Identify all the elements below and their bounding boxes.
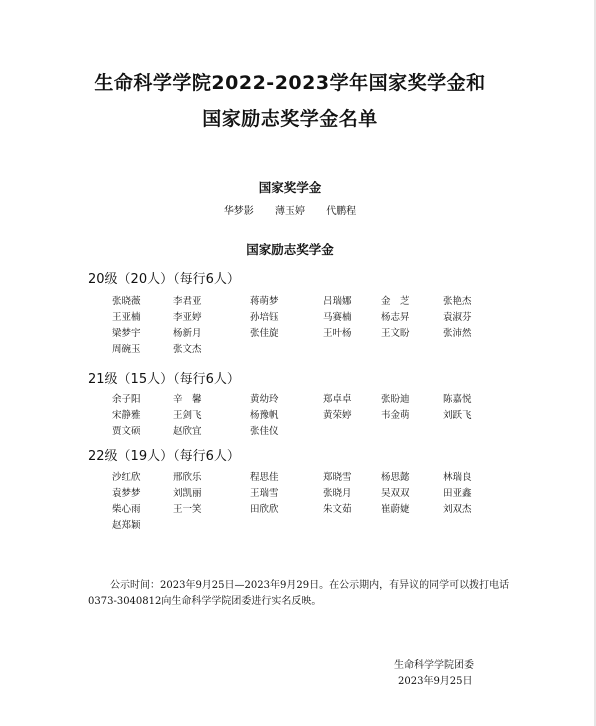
student-name: 张佳仪	[250, 426, 279, 437]
student-name: 邢欣乐	[173, 472, 202, 483]
student-name: 王瑞雪	[250, 488, 279, 499]
student-name: 马赛楠	[323, 312, 352, 323]
student-name: 王文盼	[381, 328, 410, 339]
student-name: 王亚楠	[112, 312, 141, 323]
student-name: 郑卓卓	[323, 394, 352, 405]
national-scholarship-names	[0, 202, 580, 217]
student-name: 张文杰	[173, 344, 202, 355]
student-name: 李君亚	[173, 296, 202, 307]
grade-20-heading: 20级（20人）（每行6人）	[88, 272, 240, 287]
student-name: 张晓薇	[112, 296, 141, 307]
grade-22-heading: 22级（19人）（每行6人）	[88, 449, 240, 464]
student-name: 朱文茹	[323, 504, 352, 515]
student-name: 张盼迪	[381, 394, 410, 405]
student-name: 沙红欣	[112, 472, 141, 483]
student-name: 韦金萌	[381, 410, 410, 421]
student-name: 陈嘉悦	[443, 394, 472, 405]
student-name: 杨豫帆	[250, 410, 279, 421]
student-name: 孙培钰	[250, 312, 279, 323]
student-name: 张艳杰	[443, 296, 472, 307]
student-name: 刘跃飞	[443, 410, 472, 421]
student-name: 吕瑞娜	[323, 296, 352, 307]
student-name: 周碗玉	[112, 344, 141, 355]
student-name: 张沛然	[443, 328, 472, 339]
student-name: 杨新月	[173, 328, 202, 339]
student-name: 李亚婷	[173, 312, 202, 323]
national-name: 薄玉婷	[275, 206, 305, 217]
student-name: 赵欣宜	[173, 426, 202, 437]
student-name: 赵郑颖	[112, 520, 141, 531]
grade-22-name-grid	[112, 470, 503, 534]
student-name: 柴心雨	[112, 504, 141, 515]
student-name: 程思佳	[250, 472, 279, 483]
grade-20-name-grid	[112, 294, 503, 358]
student-name: 杨思懿	[381, 472, 410, 483]
student-name: 吴双双	[381, 488, 410, 499]
student-name: 金 芝	[381, 296, 410, 307]
student-name: 袁淑芬	[443, 312, 472, 323]
signature-organization: 生命科学学院团委	[394, 660, 474, 671]
national-scholarship-heading: 国家奖学金	[258, 180, 322, 195]
student-name: 田亚鑫	[443, 488, 472, 499]
student-name: 蒋萌梦	[250, 296, 279, 307]
student-name: 黄幼玲	[250, 394, 279, 405]
document-title-line-1: 生命科学学院2022-2023学年国家奖学金和	[94, 72, 486, 94]
grade-21-name-grid	[112, 392, 503, 440]
student-name: 黄荣婷	[323, 410, 352, 421]
student-name: 林瑞良	[443, 472, 472, 483]
student-name: 刘双杰	[443, 504, 472, 515]
student-name: 张佳旋	[250, 328, 279, 339]
signature-date: 2023年9月25日	[398, 676, 473, 687]
student-name: 郑晓雪	[323, 472, 352, 483]
student-name: 王叶杨	[323, 328, 352, 339]
student-name: 杨志昇	[381, 312, 410, 323]
student-name: 梁梦宇	[112, 328, 141, 339]
national-name: 华梦影	[223, 206, 254, 217]
student-name: 崔蔚婕	[381, 504, 410, 515]
student-name: 袁梦梦	[112, 488, 141, 499]
student-name: 辛 馨	[173, 394, 202, 405]
grade-21-heading: 21级（15人）（每行6人）	[88, 372, 240, 387]
inspirational-scholarship-heading: 国家励志奖学金	[246, 242, 334, 257]
student-name: 余子阳	[112, 394, 141, 405]
document-title-line-2: 国家励志奖学金名单	[202, 108, 378, 130]
student-name: 田欣欣	[250, 504, 279, 515]
public-notice: 公示时间：2023年9月25日—2023年9月29日。在公示期内，有异议的同学可以拨打电话0373-3040812向生命科学学院团委进行实名反映。	[88, 580, 510, 607]
student-name: 王一笑	[173, 504, 202, 515]
student-name: 宋静雅	[112, 410, 141, 421]
student-name: 王剑飞	[173, 410, 202, 421]
student-name: 贾文硕	[112, 426, 141, 437]
national-name: 代鹏程	[326, 206, 357, 217]
student-name: 刘凯丽	[173, 488, 202, 499]
student-name: 张晓月	[323, 488, 352, 499]
